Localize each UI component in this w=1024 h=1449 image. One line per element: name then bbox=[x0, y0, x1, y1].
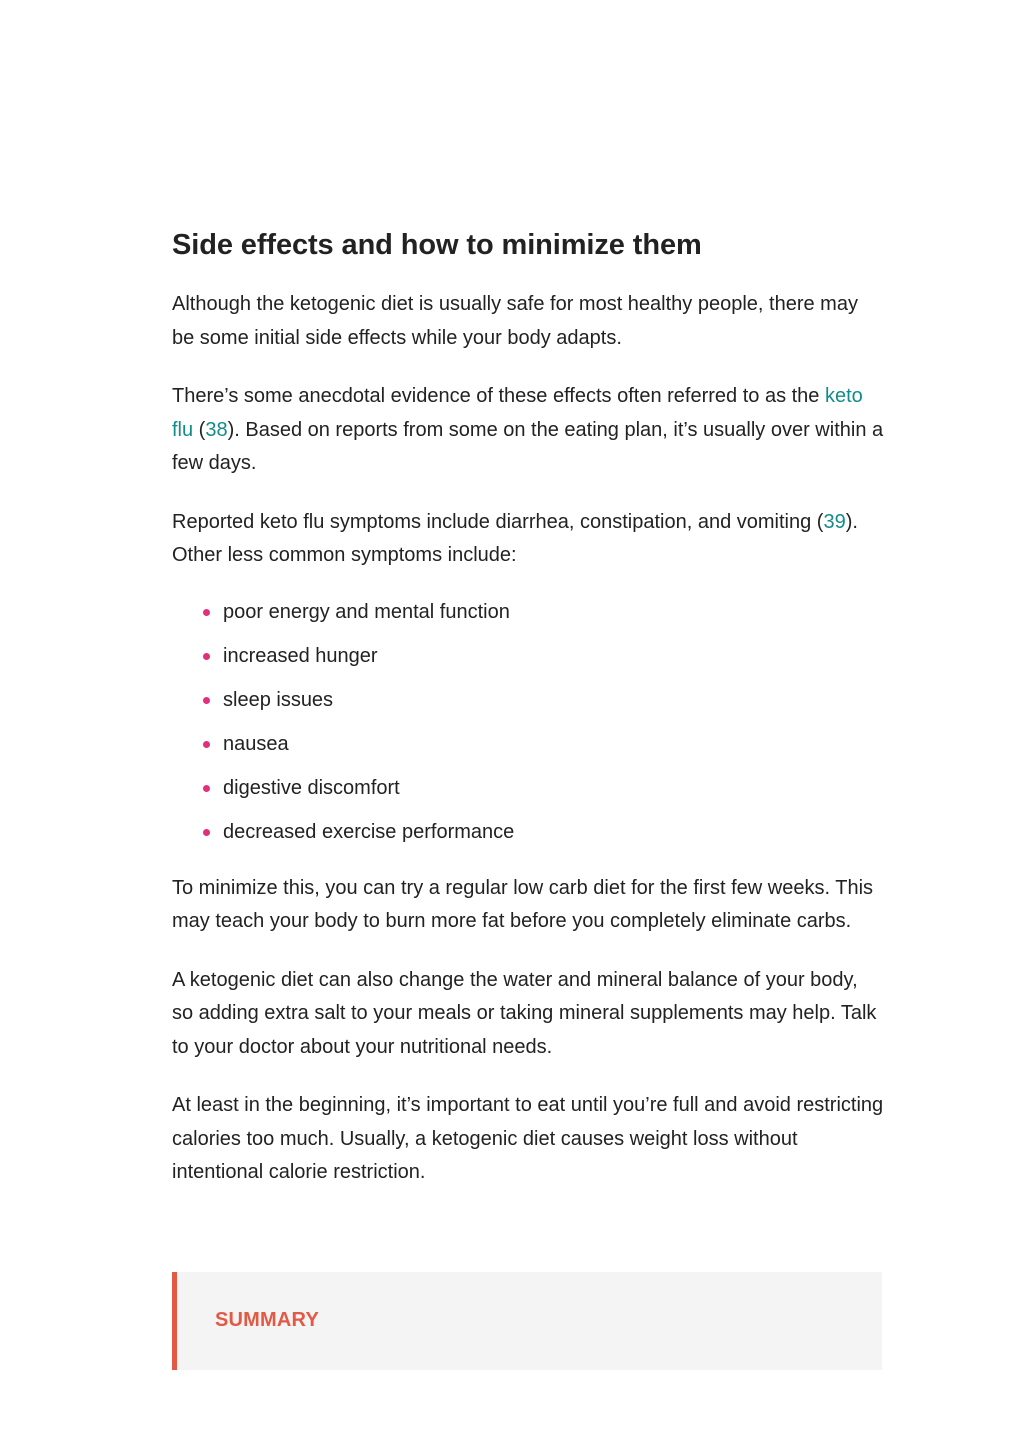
list-item bbox=[202, 774, 884, 802]
paragraph-intro bbox=[172, 288, 884, 355]
symptoms-list bbox=[202, 598, 884, 846]
summary-box bbox=[172, 1272, 882, 1370]
keto-flu-link[interactable]: keto flu bbox=[172, 385, 863, 441]
summary-label: SUMMARY bbox=[215, 1309, 319, 1331]
list-item bbox=[202, 730, 884, 758]
reference-link-39[interactable]: 39 bbox=[823, 510, 846, 533]
bullet-dot-icon bbox=[203, 741, 210, 748]
reference-link-38[interactable]: 38 bbox=[205, 418, 228, 441]
paragraph-calories bbox=[172, 1089, 884, 1190]
list-item bbox=[202, 598, 884, 626]
list-item-text: sleep issues bbox=[223, 688, 334, 711]
paragraph-intro-text: Although the ketogenic diet is usually safe for most healthy people, there may be some initial side effects while your body adapts. bbox=[172, 293, 858, 349]
list-item bbox=[202, 642, 884, 670]
bullet-dot-icon bbox=[203, 609, 210, 616]
paragraph-minerals bbox=[172, 964, 884, 1065]
bullet-dot-icon bbox=[203, 785, 210, 792]
list-item-text: digestive discomfort bbox=[223, 776, 400, 799]
paragraph-text: ( bbox=[193, 418, 206, 441]
list-item-text: decreased exercise performance bbox=[223, 820, 515, 843]
article-section bbox=[172, 226, 884, 1215]
list-item bbox=[202, 818, 884, 846]
paragraph-text: ). Other less common symptoms include: bbox=[172, 510, 858, 566]
paragraph-text: There’s some anecdotal evidence of these effects often referred to as the bbox=[172, 385, 825, 407]
list-item-text: increased hunger bbox=[223, 644, 378, 667]
bullet-dot-icon bbox=[203, 697, 210, 704]
bullet-dot-icon bbox=[203, 829, 210, 836]
paragraph-text: Reported keto flu symptoms include diarrhea, constipation, and vomiting ( bbox=[172, 510, 824, 533]
bullet-dot-icon bbox=[203, 653, 210, 660]
section-heading: Side effects and how to minimize them bbox=[172, 229, 702, 261]
list-item-text: nausea bbox=[223, 732, 289, 755]
paragraph-keto-flu bbox=[172, 380, 884, 481]
list-item bbox=[202, 686, 884, 714]
paragraph-text: At least in the beginning, it’s important to eat until you’re full and avoid restricting calories too much. Usually, a ketogenic diet causes weight loss without intentional calorie restriction. bbox=[172, 1094, 884, 1183]
paragraph-symptoms-intro bbox=[172, 506, 884, 573]
paragraph-minimize bbox=[172, 872, 884, 939]
paragraph-text: To minimize this, you can try a regular low carb diet for the first few weeks. This may teach your body to burn more fat before you completely eliminate carbs. bbox=[172, 876, 874, 932]
list-item-text: poor energy and mental function bbox=[223, 600, 510, 623]
paragraph-text: ). Based on reports from some on the eating plan, it’s usually over within a few days. bbox=[172, 418, 884, 474]
paragraph-text: A ketogenic diet can also change the water and mineral balance of your body, so adding extra salt to your meals or taking mineral supplements may help. Talk to your doctor about your nutritional needs. bbox=[172, 968, 877, 1058]
